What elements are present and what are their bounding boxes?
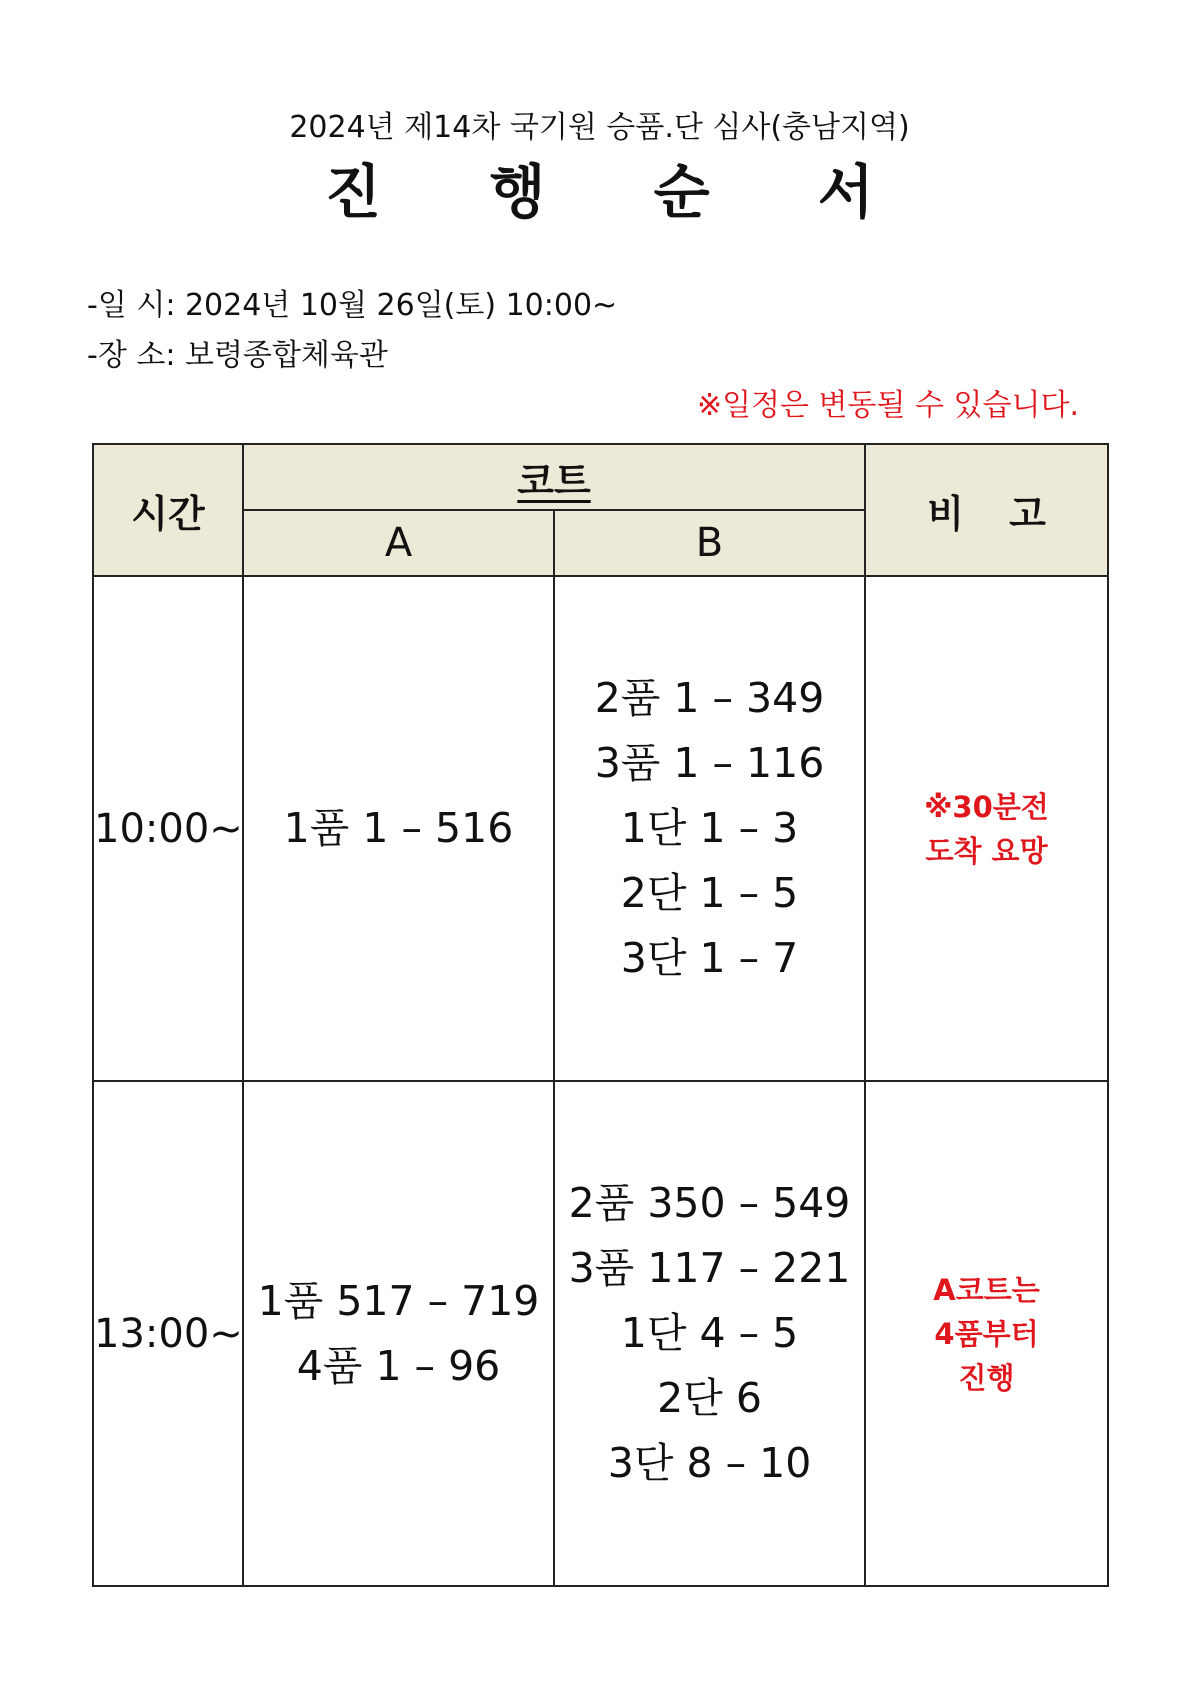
- remark-line: 4품부터: [934, 1316, 1039, 1351]
- remark-line: 도착 요망: [925, 833, 1048, 868]
- remark-line: ※30분전: [924, 789, 1049, 824]
- court-b-entry: 3품 117 – 221: [568, 1244, 851, 1292]
- schedule-table: [92, 443, 1109, 1587]
- header-court: 코트: [243, 444, 865, 510]
- table-row: [93, 576, 1108, 1081]
- remark-cell: [865, 1081, 1108, 1586]
- court-b-entry: 2품 1 – 349: [594, 674, 825, 722]
- court-b-cell: [554, 576, 865, 1081]
- event-place: -장 소: 보령종합체육관: [87, 338, 388, 373]
- remark-line: A코트는: [933, 1272, 1040, 1307]
- court-a-cell: [243, 576, 554, 1081]
- court-b-entry: 3단 8 – 10: [607, 1439, 812, 1487]
- header-time: 시간: [93, 444, 243, 576]
- court-a-entry: 4품 1 – 96: [296, 1341, 501, 1390]
- remark-cell: [865, 576, 1108, 1081]
- court-b-entry: 2단 1 – 5: [620, 869, 799, 917]
- remark-line: 진행: [958, 1360, 1015, 1395]
- court-b-entry: 1단 4 – 5: [620, 1309, 799, 1357]
- court-b-entry: 1단 1 – 3: [620, 804, 799, 852]
- time-cell: 13:00~: [93, 1081, 243, 1586]
- time-cell: 10:00~: [93, 576, 243, 1081]
- schedule-change-notice: ※일정은 변동될 수 있습니다.: [696, 388, 1079, 423]
- court-b-entry: 3품 1 – 116: [594, 739, 825, 787]
- court-b-cell: [554, 1081, 865, 1586]
- header-court-a: A: [243, 510, 554, 576]
- document-title: 진 행 순 서: [325, 158, 918, 226]
- court-a-cell: [243, 1081, 554, 1586]
- header-court-b: B: [554, 510, 865, 576]
- header-remark: 비 고: [865, 444, 1108, 576]
- court-b-entry: 2단 6: [657, 1374, 762, 1422]
- court-b-entry: 3단 1 – 7: [620, 934, 799, 982]
- document-subtitle: 2024년 제14차 국기원 승품.단 심사(충남지역): [289, 110, 910, 145]
- court-a-entry: 1품 1 – 516: [283, 804, 514, 852]
- event-date: -일 시: 2024년 10월 26일(토) 10:00~: [87, 288, 618, 323]
- court-b-entry: 2품 350 – 549: [568, 1179, 851, 1227]
- court-a-entry: 1품 517 – 719: [257, 1276, 540, 1325]
- table-row: [93, 1081, 1108, 1586]
